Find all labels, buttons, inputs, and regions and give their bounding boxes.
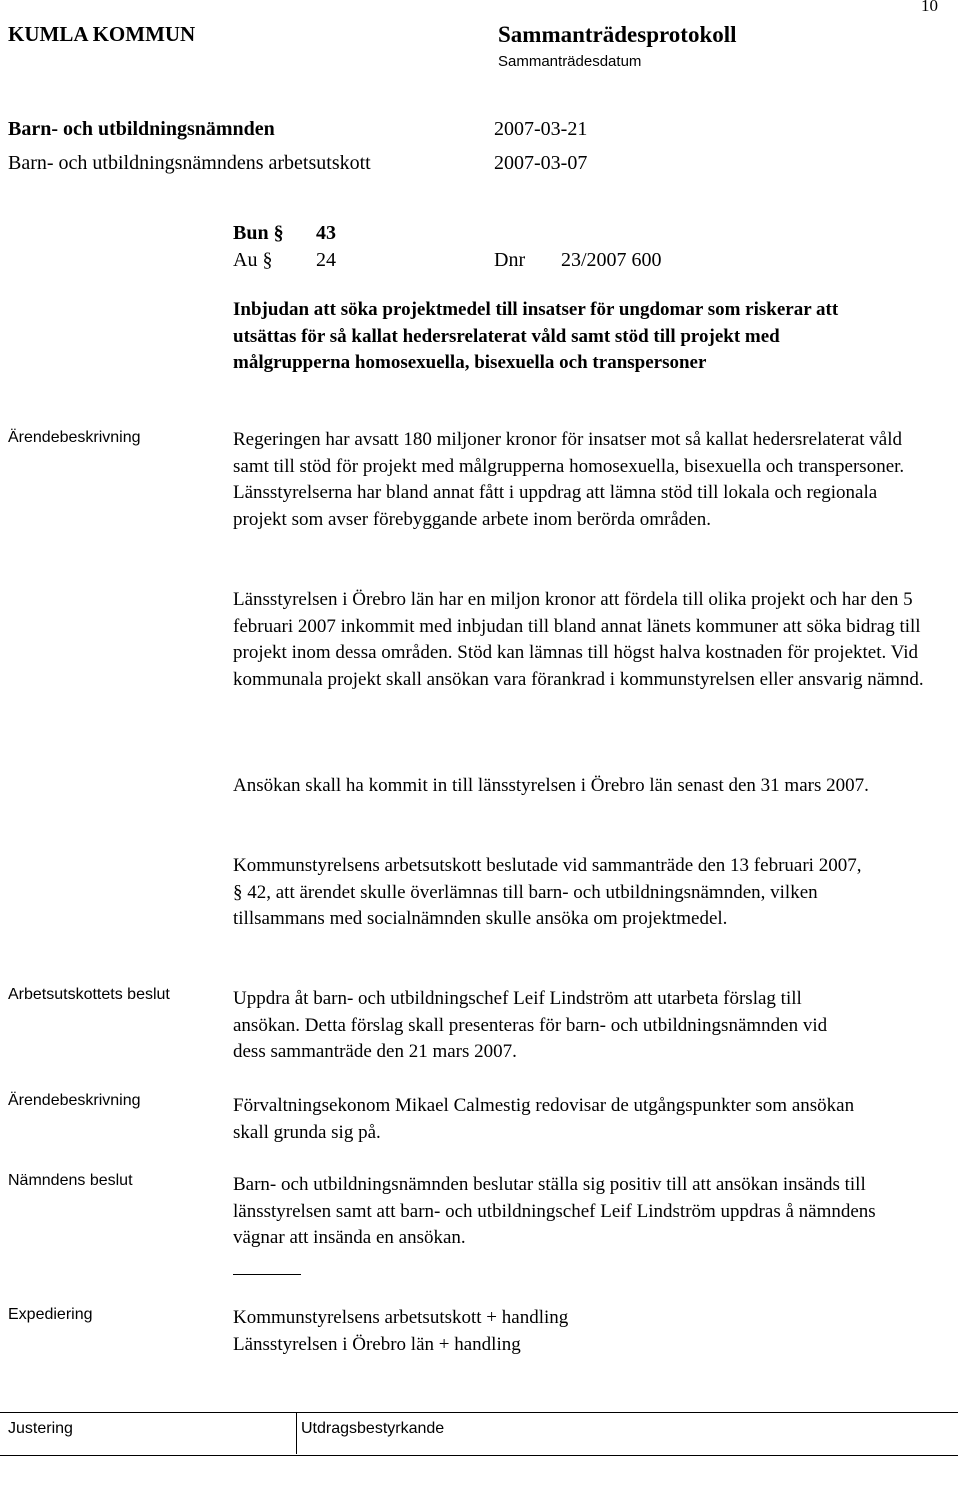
au-paragraph-label: Au § xyxy=(233,249,273,271)
expediering-recipient: Länsstyrelsen i Örebro län + handling xyxy=(233,1333,521,1355)
justering-label: Justering xyxy=(8,1420,73,1437)
organization-name: KUMLA KOMMUN xyxy=(8,22,196,46)
bun-paragraph-label: Bun § xyxy=(233,222,284,244)
utdragsbestyrkande-label: Utdragsbestyrkande xyxy=(301,1420,445,1437)
expediering-list xyxy=(233,1305,568,1358)
board-name: Barn- och utbildningsnämnden xyxy=(8,118,275,140)
section-label-arendebeskrivning-2: Ärendebeskrivning xyxy=(8,1092,141,1109)
section-label-arendebeskrivning: Ärendebeskrivning xyxy=(8,429,141,446)
footer-divider xyxy=(296,1412,297,1454)
date-label: Sammanträdesdatum xyxy=(498,53,642,70)
section-label-namndens-beslut: Nämndens beslut xyxy=(8,1172,133,1189)
bun-paragraph-number: 43 xyxy=(316,222,336,244)
arendebeskrivning-paragraph-4: Kommunstyrelsens arbetsutskott beslutade vid sammanträde den 13 februari 2007, § 42, att ärendet skulle överlämnas till barn- och utbildningsnämnden, vilken tillsammans med socialnämnden skulle ansöka om projektmedel. xyxy=(233,855,862,930)
page-number: 10 xyxy=(921,0,938,15)
au-paragraph-number: 24 xyxy=(316,249,336,271)
signature-footer xyxy=(0,1412,958,1456)
separator-line xyxy=(233,1274,301,1275)
namndens-beslut-text: Barn- och utbildningsnämnden beslutar ställa sig positiv till att ansökan insänds till länsstyrelsen samt att barn- och utbildningschef Leif Lindström uppdras å nämndens vägnar att insända en ansökan. xyxy=(233,1174,876,1249)
section-label-expediering: Expediering xyxy=(8,1306,93,1323)
dnr-value: 23/2007 600 xyxy=(561,249,662,271)
committee-date: 2007-03-07 xyxy=(494,152,588,174)
arendebeskrivning-paragraph-3: Ansökan skall ha kommit in till länsstyrelsen i Örebro län senast den 31 mars 2007. xyxy=(233,775,869,796)
document-title: Sammanträdesprotokoll xyxy=(498,22,737,47)
section-label-arbetsutskottets-beslut: Arbetsutskottets beslut xyxy=(8,986,170,1003)
board-date: 2007-03-21 xyxy=(494,118,588,140)
arendebeskrivning-2-text: Förvaltningsekonom Mikael Calmestig redovisar de utgångspunkter som ansökan skall grunda sig på. xyxy=(233,1095,855,1143)
committee-name: Barn- och utbildningsnämndens arbetsutskott xyxy=(8,152,371,174)
expediering-recipient: Kommunstyrelsens arbetsutskott + handling xyxy=(233,1307,569,1328)
arendebeskrivning-paragraph-1: Regeringen har avsatt 180 miljoner kronor för insatser mot så kallat hedersrelaterat våld samt till stöd för projekt med målgrupperna homosexuella, bisexuella och transpersoner. Länsstyrelserna har bland annat fått i uppdrag att lämna stöd till lokala och regionala projekt som avser förebyggande arbete inom berörda områden. xyxy=(233,429,905,530)
arendebeskrivning-paragraph-2: Länsstyrelsen i Örebro län har en miljon kronor att fördela till olika projekt och har den 5 februari 2007 inkommit med inbjudan till bland annat länets kommuner att söka bidrag till projekt inom dessa områden. Stöd kan lämnas till högst halva kostnaden för projektet. Vid kommunala projekt skall ansökan vara förankrad i kommunstyrelsen eller ansvarig nämnd. xyxy=(233,589,924,690)
case-title: Inbjudan att söka projektmedel till insatser för ungdomar som riskerar att utsättas för så kallat hedersrelaterat våld samt stöd till projekt med målgrupperna homosexuella, bisexuella och transpersoner xyxy=(233,299,839,373)
dnr-label: Dnr xyxy=(494,249,526,271)
arbetsutskottets-beslut-text: Uppdra åt barn- och utbildningschef Leif Lindström att utarbeta förslag till ansökan. Detta förslag skall presenteras för barn- och utbildningsnämnden vid dess sammanträde den 21 mars 2007. xyxy=(233,988,828,1063)
